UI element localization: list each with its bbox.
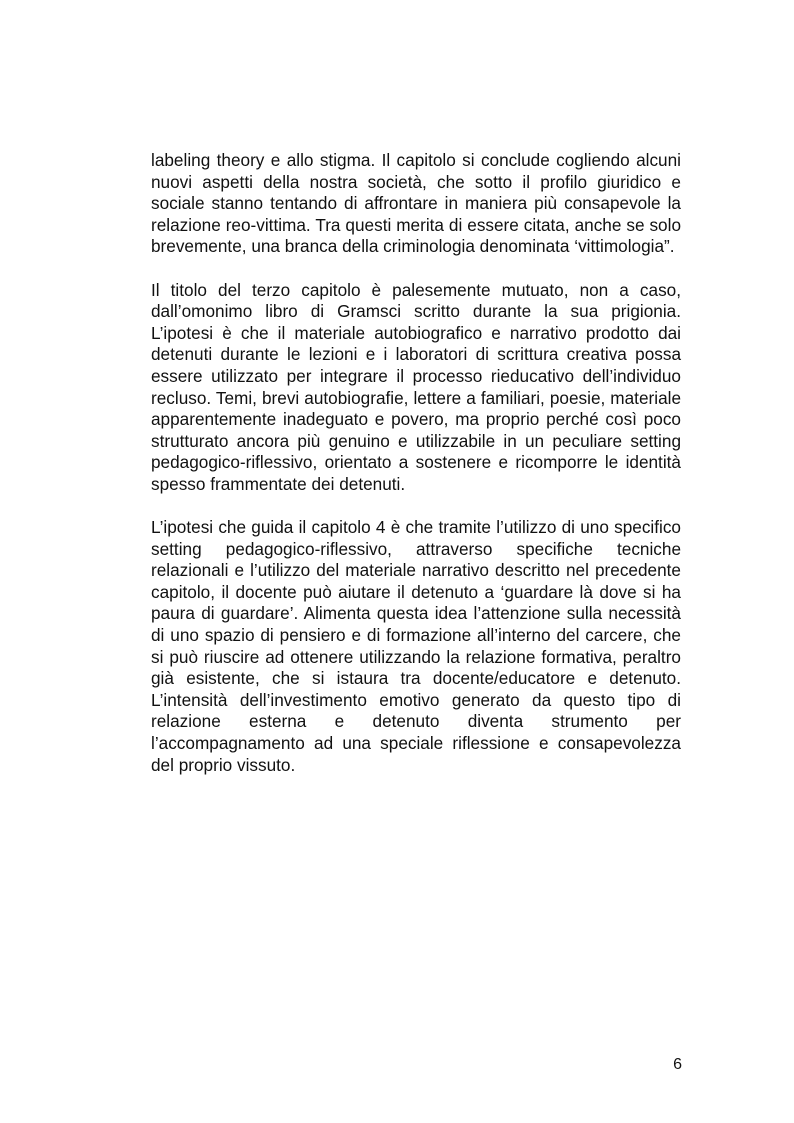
page-number: 6 (673, 1056, 682, 1073)
paragraph-2: Il titolo del terzo capitolo è palesemente mutuato, non a caso, dall’omonimo libro di Gramsci scritto durante la sua prigionia. L’ipotesi è che il materiale autobiografico e narrativo prodotto dai detenuti durante le lezioni e i laboratori di scrittura creativa possa essere utilizzato per integrare il processo rieducativo dell’individuo recluso. Temi, brevi autobiografie, lettere a familiari, poesie, materiale apparentemente inadeguato e povero, ma proprio perché così poco strutturato ancora più genuino e utilizzabile in un peculiare setting pedagogico-riflessivo, orientato a sostenere e ricomporre le identità spesso frammentate dei detenuti. (151, 279, 681, 494)
body-text (151, 150, 681, 798)
paragraph-1: labeling theory e allo stigma. Il capitolo si conclude cogliendo alcuni nuovi aspetti della nostra società, che sotto il profilo giuridico e sociale stanno tentando di affrontare in maniera più consapevole la relazione reo-vittima. Tra questi merita di essere citata, anche se solo brevemente, una branca della criminologia denominata ‘vittimologia”. (151, 150, 681, 257)
paragraph-3: L’ipotesi che guida il capitolo 4 è che tramite l’utilizzo di uno specifico setting pedagogico-riflessivo, attraverso specifiche tecniche relazionali e l’utilizzo del materiale narrativo descritto nel precedente capitolo, il docente può aiutare il detenuto a ‘guardare là dove si ha paura di guardare’. Alimenta questa idea l’attenzione sulla necessità di uno spazio di pensiero e di formazione all’interno del carcere, che si può riuscire ad ottenere utilizzando la relazione formativa, peraltro già esistente, che si istaura tra docente/educatore e detenuto. L’intensità dell’investimento emotivo generato da questo tipo di relazione esterna e detenuto diventa strumento per l’accompagnamento ad una speciale riflessione e consapevolezza del proprio vissuto. (151, 517, 681, 775)
